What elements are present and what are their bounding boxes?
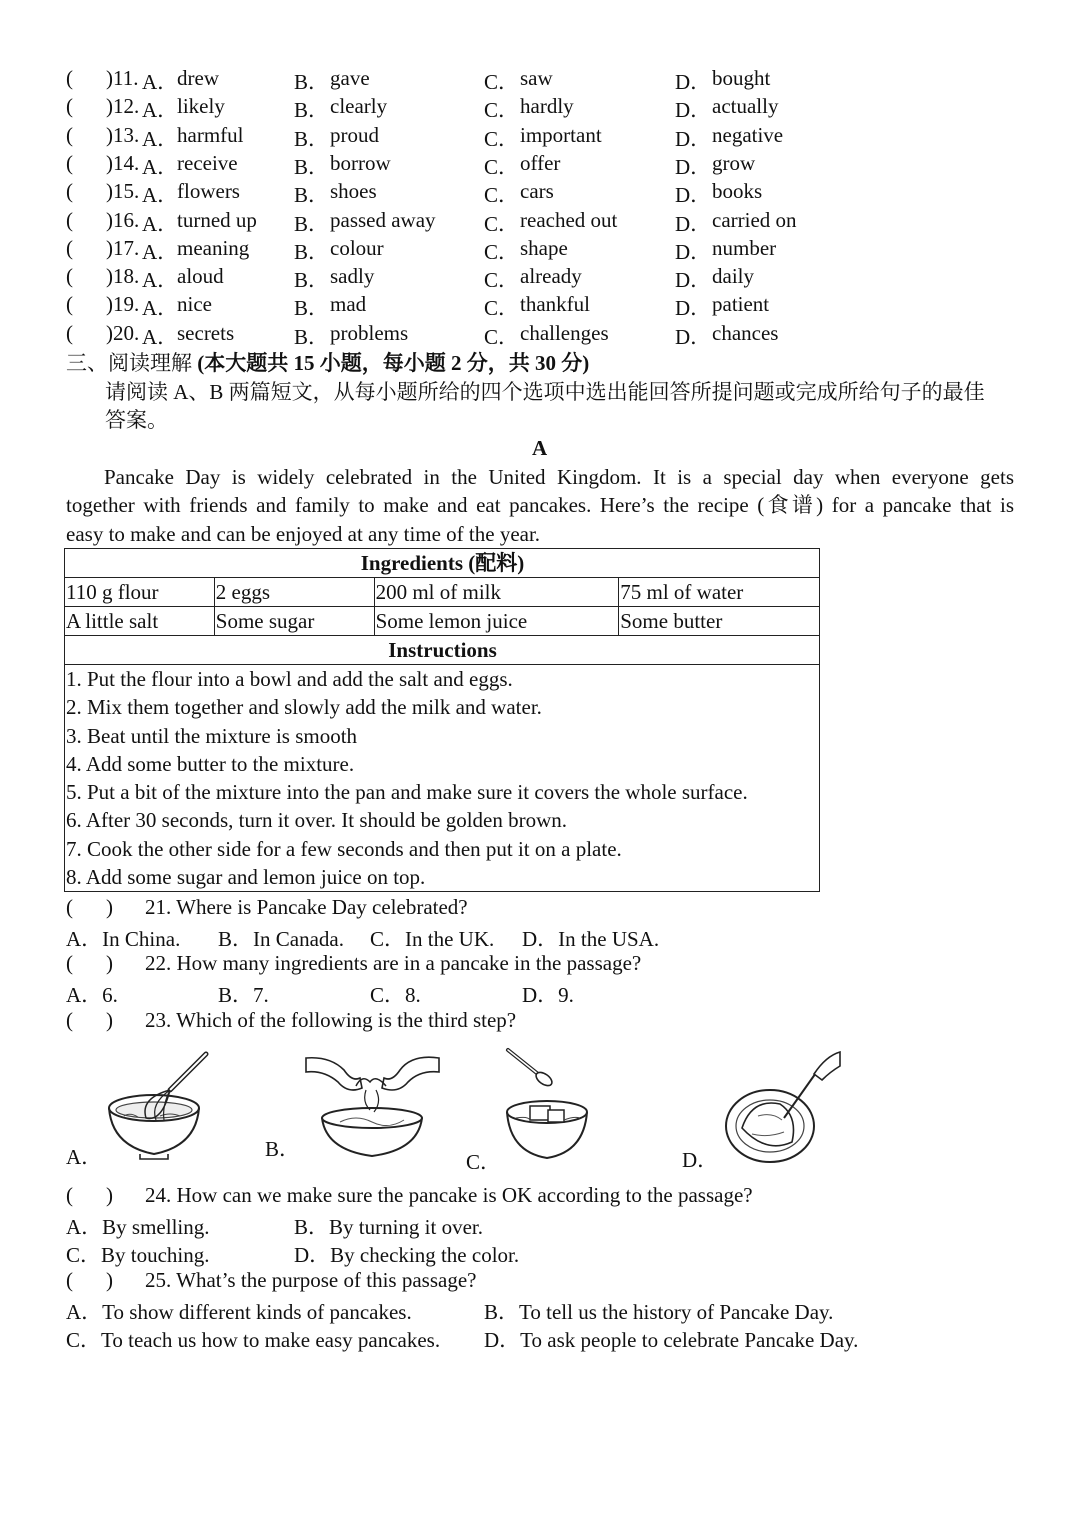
option-d-label: D． xyxy=(675,211,712,236)
option-c[interactable]: C．8. xyxy=(370,983,421,1007)
instruction-step: 1. Put the flour into a bowl and add the salt and eggs. xyxy=(66,667,513,691)
option-a[interactable]: secrets xyxy=(177,320,235,345)
option-b-label: B． xyxy=(294,183,330,208)
option-b[interactable]: B．By turning it over. xyxy=(294,1215,483,1239)
question-22: ( ) 22. How many ingredients are in a pancake in the passage? xyxy=(66,951,642,975)
option-b-label: B． xyxy=(294,98,330,123)
option-b[interactable]: borrow xyxy=(330,150,391,175)
option-d[interactable]: actually xyxy=(712,94,779,119)
option-c[interactable]: already xyxy=(520,264,582,289)
option-b-label: B． xyxy=(294,211,330,236)
question-number: )18. xyxy=(106,264,140,289)
option-c-label: C． xyxy=(484,239,520,264)
section-3-title: 三、阅读理解 (本大题共 15 小题，每小题 2 分，共 30 分) xyxy=(66,351,590,375)
option-d[interactable]: books xyxy=(712,179,763,204)
option-b[interactable]: clearly xyxy=(330,94,388,119)
option-a[interactable]: flowers xyxy=(177,179,240,204)
option-d[interactable]: carried on xyxy=(712,207,797,232)
option-a-label: A． xyxy=(142,211,179,236)
option-d[interactable]: D．To ask people to celebrate Pancake Day. xyxy=(484,1328,859,1352)
cloze-question-row xyxy=(66,123,1046,151)
question-24: ( ) 24. How can we make sure the pancake is OK according to the passage? xyxy=(66,1183,753,1207)
option-c[interactable]: thankful xyxy=(520,292,590,317)
ingredient-cell: 75 ml of water xyxy=(619,578,820,607)
option-c[interactable]: saw xyxy=(520,66,553,90)
question-25: ( ) 25. What’s the purpose of this passage? xyxy=(66,1268,477,1292)
option-d-label: D． xyxy=(675,126,712,151)
option-d[interactable]: daily xyxy=(712,264,754,289)
option-a-label: A． xyxy=(142,296,179,321)
option-c[interactable]: reached out xyxy=(520,207,618,232)
option-d[interactable]: bought xyxy=(712,66,771,90)
option-b[interactable]: colour xyxy=(330,235,384,260)
option-b[interactable]: shoes xyxy=(330,179,377,204)
section-3-instruction: 请阅读 A、B 两篇短文，从每小题所给的四个选项中选出能回答所提问题或完成所给句子的最佳 xyxy=(105,380,985,404)
option-a[interactable]: nice xyxy=(177,292,212,317)
cloze-question-row xyxy=(66,179,1046,207)
option-b-label: B． xyxy=(294,70,330,94)
answer-blank[interactable]: ( xyxy=(66,1268,73,1292)
egg-cracking-picture[interactable] xyxy=(300,1052,445,1162)
question-number: )20. xyxy=(106,320,140,345)
option-a[interactable]: aloud xyxy=(177,264,224,289)
cloze-question-row xyxy=(66,66,1046,94)
instructions-steps xyxy=(65,665,820,892)
cloze-question-row xyxy=(66,236,1046,264)
option-b[interactable]: mad xyxy=(330,292,367,317)
answer-blank[interactable]: ( xyxy=(66,1183,73,1207)
instruction-step: 2. Mix them together and slowly add the milk and water. xyxy=(66,695,542,720)
option-a-label: A． xyxy=(142,98,179,123)
instruction-step: 5. Put a bit of the mixture into the pan and make sure it covers the whole surface. xyxy=(66,780,748,805)
question-21: ( ) 21. Where is Pancake Day celebrated? xyxy=(66,895,468,919)
option-b-label: B． xyxy=(294,154,330,179)
answer-blank[interactable]: ( xyxy=(66,264,73,289)
instructions-header: Instructions xyxy=(65,636,820,665)
option-c[interactable]: offer xyxy=(520,150,561,175)
option-b[interactable]: B．In Canada. xyxy=(218,927,344,951)
answer-blank[interactable]: ( xyxy=(66,951,73,975)
option-d-label: D． xyxy=(675,324,712,349)
question-number: )14. xyxy=(106,150,140,175)
option-c-label: C． xyxy=(484,183,520,208)
question-number: )11. xyxy=(106,66,139,90)
question-22-options xyxy=(66,979,1046,1007)
pancake-plate-picture[interactable] xyxy=(722,1046,844,1168)
question-25-options-row1 xyxy=(66,1296,1046,1324)
option-a-label: A． xyxy=(142,183,179,208)
option-b[interactable]: gave xyxy=(330,66,370,90)
answer-blank[interactable]: ( xyxy=(66,292,73,317)
picture-d-label[interactable]: D． xyxy=(682,1148,719,1172)
whisk-bowl-picture[interactable] xyxy=(100,1046,220,1166)
ingredient-cell: 200 ml of milk xyxy=(374,578,619,607)
option-c-label: C． xyxy=(484,154,520,179)
option-d-label: D． xyxy=(675,296,712,321)
option-b-label: B． xyxy=(294,239,330,264)
answer-blank[interactable]: ( xyxy=(66,895,73,919)
option-c[interactable]: C．By touching. xyxy=(66,1243,210,1267)
picture-c-label[interactable]: C． xyxy=(466,1150,502,1174)
option-c[interactable]: important xyxy=(520,122,602,147)
ingredient-cell: 2 eggs xyxy=(214,578,374,607)
option-d[interactable]: D．By checking the color. xyxy=(294,1243,520,1267)
option-a-label: A． xyxy=(142,268,179,293)
section-3-instruction-cont: 答案。 xyxy=(105,408,168,432)
question-24-options-row1 xyxy=(66,1211,1046,1239)
answer-blank[interactable]: ( xyxy=(66,122,73,147)
option-c[interactable]: C．In the UK. xyxy=(370,927,495,951)
option-b[interactable]: proud xyxy=(330,122,379,147)
option-a[interactable]: A．To show different kinds of pancakes. xyxy=(66,1300,412,1324)
option-d[interactable]: number xyxy=(712,235,777,260)
answer-blank[interactable]: ( xyxy=(66,94,73,119)
option-b-label: B． xyxy=(294,268,330,293)
option-d[interactable]: patient xyxy=(712,292,770,317)
question-number: )17. xyxy=(106,235,140,260)
cloze-question-row xyxy=(66,94,1046,122)
option-c-label: C． xyxy=(484,296,520,321)
option-c[interactable]: shape xyxy=(520,235,568,260)
cloze-question-row xyxy=(66,321,1046,349)
option-d-label: D． xyxy=(675,154,712,179)
option-c[interactable]: C．To teach us how to make easy pancakes. xyxy=(66,1328,441,1352)
passage-paragraph: Pancake Day is widely celebrated in the United Kingdom. It is a special day when everyone gets together with friends and family to make and eat pancakes. Here’s the recipe (食谱) for a pancake that is easy to make and can be enjoyed at any time of the year. xyxy=(66,465,1014,546)
answer-blank[interactable]: ( xyxy=(66,235,73,260)
option-a-label: A． xyxy=(142,126,179,151)
option-d-label: D． xyxy=(675,239,712,264)
answer-blank[interactable]: ( xyxy=(66,320,73,345)
picture-a-label[interactable]: A． xyxy=(66,1145,103,1169)
option-b[interactable]: problems xyxy=(330,320,409,345)
answer-blank[interactable]: ( xyxy=(66,179,73,204)
option-d-label: D． xyxy=(675,183,712,208)
answer-blank[interactable]: ( xyxy=(66,150,73,175)
option-b[interactable]: sadly xyxy=(330,264,375,289)
option-a[interactable]: receive xyxy=(177,150,238,175)
option-c[interactable]: challenges xyxy=(520,320,609,345)
instruction-step: 8. Add some sugar and lemon juice on top. xyxy=(66,865,426,890)
option-a[interactable]: A．In China. xyxy=(66,927,181,951)
ingredient-cell: 110 g flour xyxy=(65,578,215,607)
option-d-label: D． xyxy=(675,70,712,94)
option-a[interactable]: drew xyxy=(177,66,219,90)
option-a[interactable]: A．6. xyxy=(66,983,118,1007)
cloze-question-row xyxy=(66,264,1046,292)
option-a[interactable]: likely xyxy=(177,94,225,119)
option-c-label: C． xyxy=(484,268,520,293)
option-c-label: C． xyxy=(484,70,520,94)
question-25-options-row2 xyxy=(66,1324,1046,1352)
ingredients-header: Ingredients (配料) xyxy=(65,549,820,578)
cloze-question-row xyxy=(66,292,1046,320)
option-c-label: C． xyxy=(484,211,520,236)
question-number: )16. xyxy=(106,207,140,232)
option-b[interactable]: passed away xyxy=(330,207,436,232)
option-a-label: A． xyxy=(142,324,179,349)
ingredient-cell: Some butter xyxy=(619,607,820,636)
cloze-question-row xyxy=(66,208,1046,236)
answer-blank[interactable]: ( xyxy=(66,1008,73,1032)
option-b-label: B． xyxy=(294,296,330,321)
option-c-label: C． xyxy=(484,324,520,349)
passage-heading: A xyxy=(532,436,548,460)
option-a-label: A． xyxy=(142,70,179,94)
option-a-label: A． xyxy=(142,239,179,264)
recipe-table xyxy=(64,548,820,892)
option-a-label: A． xyxy=(142,154,179,179)
option-a[interactable]: meaning xyxy=(177,235,250,260)
option-c-label: C． xyxy=(484,98,520,123)
ingredients-row xyxy=(65,578,820,607)
option-c[interactable]: hardly xyxy=(520,94,574,119)
ingredient-cell: A little salt xyxy=(65,607,215,636)
option-d[interactable]: chances xyxy=(712,320,779,345)
option-a[interactable]: A．By smelling. xyxy=(66,1215,210,1239)
option-d[interactable]: D．In the USA. xyxy=(522,927,660,951)
option-a[interactable]: turned up xyxy=(177,207,257,232)
ingredients-row xyxy=(65,607,820,636)
cloze-question-row xyxy=(66,151,1046,179)
instruction-step: 7. Cook the other side for a few seconds and then put it on a plate. xyxy=(66,836,622,861)
option-a[interactable]: harmful xyxy=(177,122,244,147)
option-b-label: B． xyxy=(294,324,330,349)
question-number: )19. xyxy=(106,292,140,317)
answer-blank[interactable]: ( xyxy=(66,207,73,232)
question-21-options xyxy=(66,923,1046,951)
ingredient-cell: Some lemon juice xyxy=(374,607,619,636)
instruction-step: 4. Add some butter to the mixture. xyxy=(66,751,355,776)
option-b[interactable]: B．To tell us the history of Pancake Day. xyxy=(484,1300,834,1324)
option-b[interactable]: B．7. xyxy=(218,983,269,1007)
option-d[interactable]: D．9. xyxy=(522,983,574,1007)
question-number: )13. xyxy=(106,122,140,147)
question-number: )15. xyxy=(106,179,140,204)
option-d-label: D． xyxy=(675,98,712,123)
option-d[interactable]: grow xyxy=(712,150,756,175)
option-d-label: D． xyxy=(675,268,712,293)
answer-blank[interactable]: ( xyxy=(66,66,73,90)
option-d[interactable]: negative xyxy=(712,122,784,147)
picture-b-label[interactable]: B． xyxy=(265,1137,301,1161)
option-c[interactable]: cars xyxy=(520,179,554,204)
spoon-butter-bowl-picture[interactable] xyxy=(498,1042,598,1167)
question-24-options-row2 xyxy=(66,1239,1046,1267)
question-number: )12. xyxy=(106,94,140,119)
option-b-label: B． xyxy=(294,126,330,151)
ingredient-cell: Some sugar xyxy=(214,607,374,636)
option-c-label: C． xyxy=(484,126,520,151)
instruction-step: 6. After 30 seconds, turn it over. It should be golden brown. xyxy=(66,808,568,833)
instruction-step: 3. Beat until the mixture is smooth xyxy=(66,723,358,748)
question-23: ( ) 23. Which of the following is the third step? xyxy=(66,1008,517,1032)
